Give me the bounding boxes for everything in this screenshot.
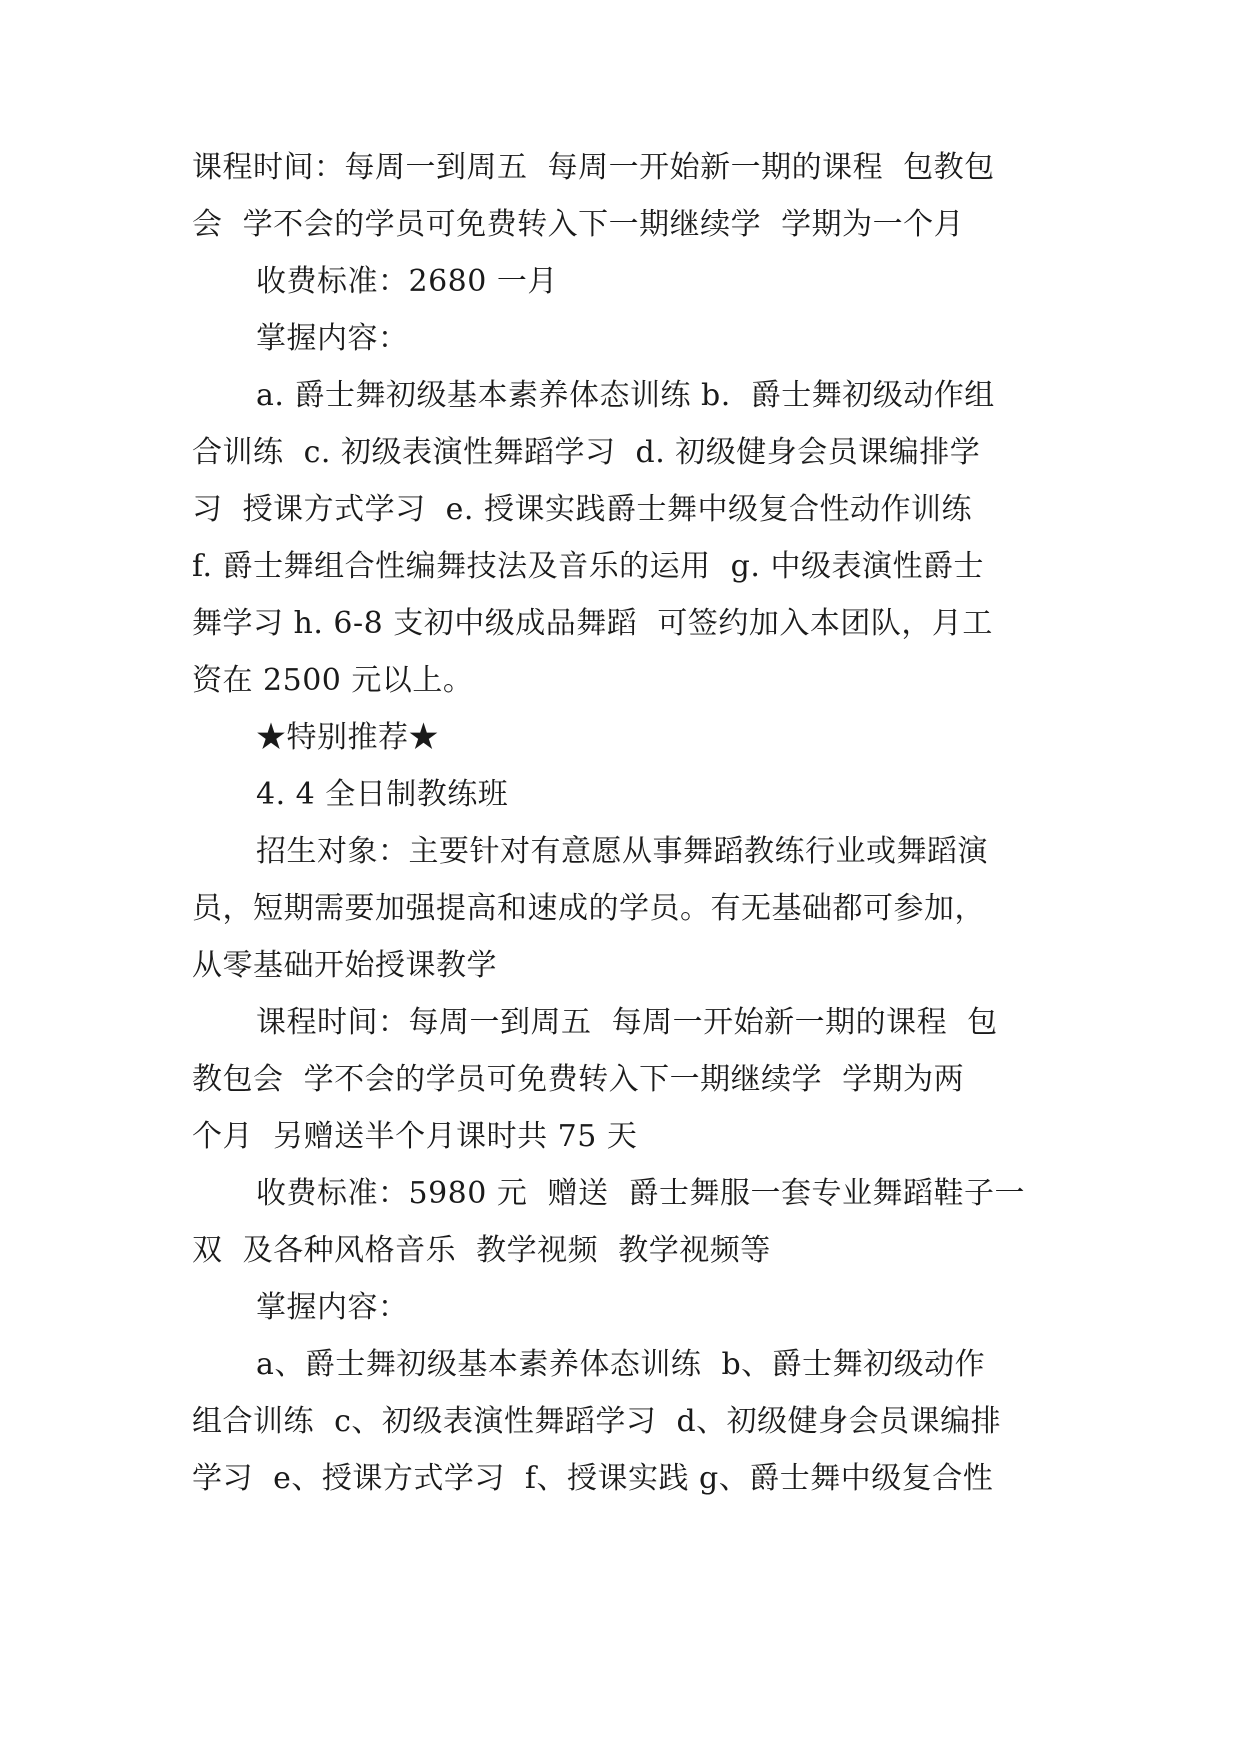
paragraph-line: 双 及各种风格音乐 教学视频 教学视频等 bbox=[192, 1233, 771, 1268]
paragraph-line: 个月 另赠送半个月课时共 75 天 bbox=[192, 1119, 638, 1154]
paragraph-line: a. 爵士舞初级基本素养体态训练 b. 爵士舞初级动作组 bbox=[256, 378, 995, 413]
paragraph-line: 掌握内容： bbox=[256, 321, 409, 356]
paragraph-line: 从零基础开始授课教学 bbox=[192, 948, 497, 983]
paragraph-line: 合训练 c. 初级表演性舞蹈学习 d. 初级健身会员课编排学 bbox=[192, 435, 981, 470]
paragraph-line: 课程时间：每周一到周五 每周一开始新一期的课程 包 bbox=[256, 1005, 998, 1040]
section-heading: ★特别推荐★ bbox=[256, 720, 439, 755]
paragraph-line: 收费标准：5980 元 赠送 爵士舞服一套专业舞蹈鞋子一 bbox=[256, 1176, 1026, 1211]
paragraph-line: 收费标准：2680 一月 bbox=[256, 264, 558, 299]
paragraph-line: 舞学习 h. 6-8 支初中级成品舞蹈 可签约加入本团队，月工 bbox=[192, 606, 993, 641]
paragraph-line: 招生对象：主要针对有意愿从事舞蹈教练行业或舞蹈演 bbox=[256, 834, 988, 869]
paragraph-line: 习 授课方式学习 e. 授课实践爵士舞中级复合性动作训练 bbox=[192, 492, 972, 527]
paragraph-line: 学习 e、授课方式学习 f、授课实践 g、爵士舞中级复合性 bbox=[192, 1461, 994, 1496]
section-heading: 4. 4 全日制教练班 bbox=[256, 777, 509, 812]
paragraph-line: 课程时间：每周一到周五 每周一开始新一期的课程 包教包 bbox=[192, 150, 995, 185]
paragraph-line: 掌握内容： bbox=[256, 1290, 409, 1325]
paragraph-line: 会 学不会的学员可免费转入下一期继续学 学期为一个月 bbox=[192, 207, 965, 242]
paragraph-line: 资在 2500 元以上。 bbox=[192, 663, 474, 698]
paragraph-line: 员，短期需要加强提高和速成的学员。有无基础都可参加， bbox=[192, 891, 985, 926]
paragraph-line: a、爵士舞初级基本素养体态训练 b、爵士舞初级动作 bbox=[256, 1347, 986, 1382]
paragraph-line: f. 爵士舞组合性编舞技法及音乐的运用 g. 中级表演性爵士 bbox=[192, 549, 984, 584]
paragraph-line: 组合训练 c、初级表演性舞蹈学习 d、初级健身会员课编排 bbox=[192, 1404, 1002, 1439]
paragraph-line: 教包会 学不会的学员可免费转入下一期继续学 学期为两 bbox=[192, 1062, 965, 1097]
